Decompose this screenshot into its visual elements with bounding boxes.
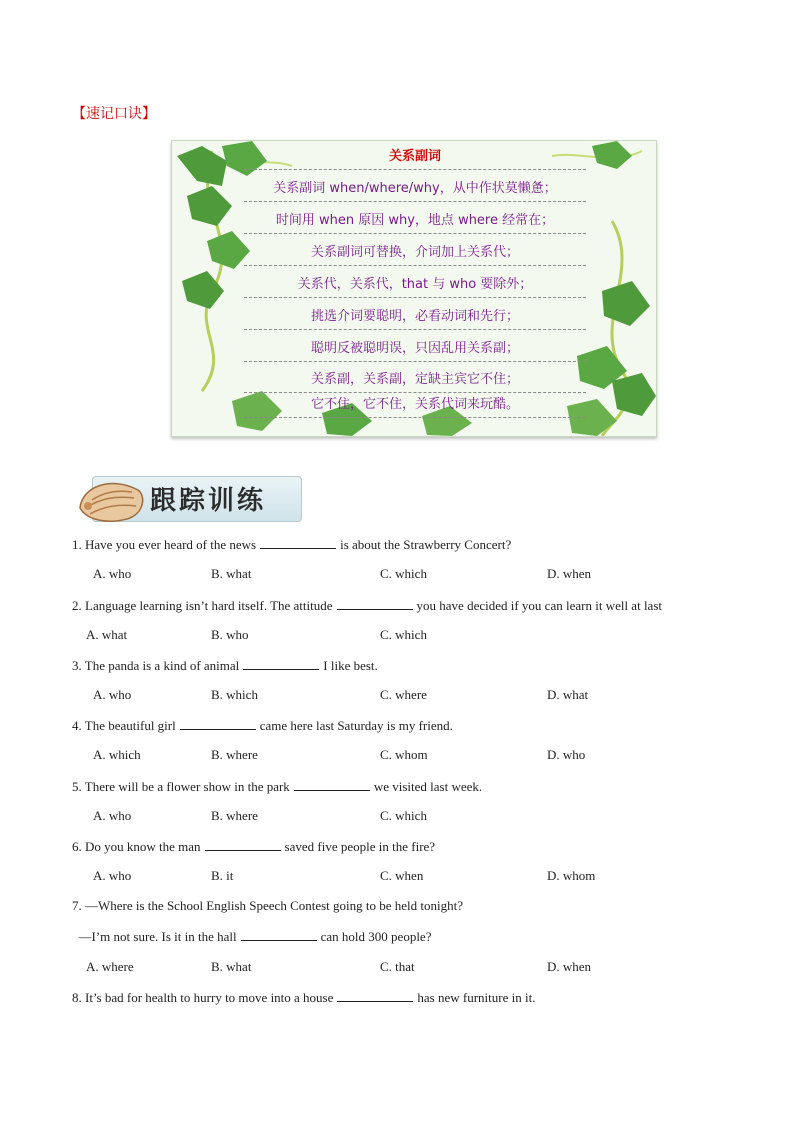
option[interactable]: D. when bbox=[547, 566, 592, 581]
mnemonic-line: 关系副，关系副，定缺主宾它不住； bbox=[244, 368, 586, 393]
mnemonic-line: 它不住，它不住，关系代词来玩酷。 bbox=[244, 393, 586, 418]
option[interactable]: D. when bbox=[547, 959, 592, 974]
option[interactable]: A. who bbox=[93, 868, 132, 883]
question-1: 1. Have you ever heard of the news is about the Strawberry Concert? bbox=[72, 537, 512, 552]
option[interactable]: A. which bbox=[93, 747, 141, 762]
mnemonic-title: 关系副词 bbox=[244, 145, 586, 170]
option[interactable]: A. where bbox=[86, 959, 134, 974]
answer-blank[interactable] bbox=[241, 928, 317, 941]
section-heading: 【速记口诀】 bbox=[72, 106, 156, 122]
mnemonic-line: 关系代，关系代，that 与 who 要除外； bbox=[244, 273, 586, 298]
option[interactable]: D. what bbox=[547, 687, 589, 702]
option[interactable]: B. what bbox=[211, 959, 252, 974]
option[interactable]: B. where bbox=[211, 808, 258, 823]
mnemonic-line: 关系副词可替换，介词加上关系代； bbox=[244, 241, 586, 266]
answer-blank[interactable] bbox=[260, 536, 336, 549]
option[interactable]: C. whom bbox=[380, 747, 428, 762]
question-5: 5. There will be a flower show in the park we visited last week. bbox=[72, 779, 483, 794]
option[interactable]: A. who bbox=[93, 566, 132, 581]
option[interactable]: C. which bbox=[380, 808, 427, 823]
answer-blank[interactable] bbox=[337, 597, 413, 610]
answer-blank[interactable] bbox=[243, 657, 319, 670]
option[interactable]: B. it bbox=[211, 868, 234, 883]
option[interactable]: A. who bbox=[93, 808, 132, 823]
section-title: 跟踪训练 bbox=[150, 486, 267, 516]
question-3: 3. The panda is a kind of animal I like best. bbox=[72, 658, 378, 673]
answer-blank[interactable] bbox=[294, 778, 370, 791]
option[interactable]: C. where bbox=[380, 687, 427, 702]
option[interactable]: C. which bbox=[380, 627, 427, 642]
question-8: 8. It’s bad for health to hurry to move into a house has new furniture in it. bbox=[72, 990, 536, 1005]
option[interactable]: A. what bbox=[86, 627, 128, 642]
question-7-reply: —I’m not sure. Is it in the hall can hold 300 people? bbox=[72, 929, 432, 944]
option[interactable]: D. whom bbox=[547, 868, 596, 883]
question-6: 6. Do you know the man saved five people in the fire? bbox=[72, 839, 436, 854]
option[interactable]: C. when bbox=[380, 868, 424, 883]
option[interactable]: C. that bbox=[380, 959, 415, 974]
option[interactable]: B. who bbox=[211, 627, 249, 642]
section-banner bbox=[72, 468, 302, 526]
option[interactable]: B. what bbox=[211, 566, 252, 581]
question-7: 7. —Where is the School English Speech Contest going to be held tonight? bbox=[72, 898, 464, 913]
question-4: 4. The beautiful girl came here last Saturday is my friend. bbox=[72, 718, 453, 733]
shell-icon bbox=[72, 468, 152, 526]
mnemonic-line: 聪明反被聪明误，只因乱用关系副； bbox=[244, 337, 586, 362]
answer-blank[interactable] bbox=[205, 838, 281, 851]
answer-blank[interactable] bbox=[337, 989, 413, 1002]
option[interactable]: D. who bbox=[547, 747, 586, 762]
question-2: 2. Language learning isn’t hard itself. The attitude you have decided if you can learn it well at last bbox=[72, 598, 662, 613]
answer-blank[interactable] bbox=[180, 717, 256, 730]
mnemonic-lines bbox=[244, 145, 586, 418]
option[interactable]: A. who bbox=[93, 687, 132, 702]
option[interactable]: C. which bbox=[380, 566, 427, 581]
mnemonic-line: 关系副词 when/where/why，从中作状莫懒惫； bbox=[244, 177, 586, 202]
mnemonic-box bbox=[171, 140, 657, 437]
mnemonic-line: 挑选介词要聪明，必看动词和先行； bbox=[244, 305, 586, 330]
option[interactable]: B. which bbox=[211, 687, 258, 702]
option[interactable]: B. where bbox=[211, 747, 258, 762]
mnemonic-line: 时间用 when 原因 why，地点 where 经常在； bbox=[244, 209, 586, 234]
